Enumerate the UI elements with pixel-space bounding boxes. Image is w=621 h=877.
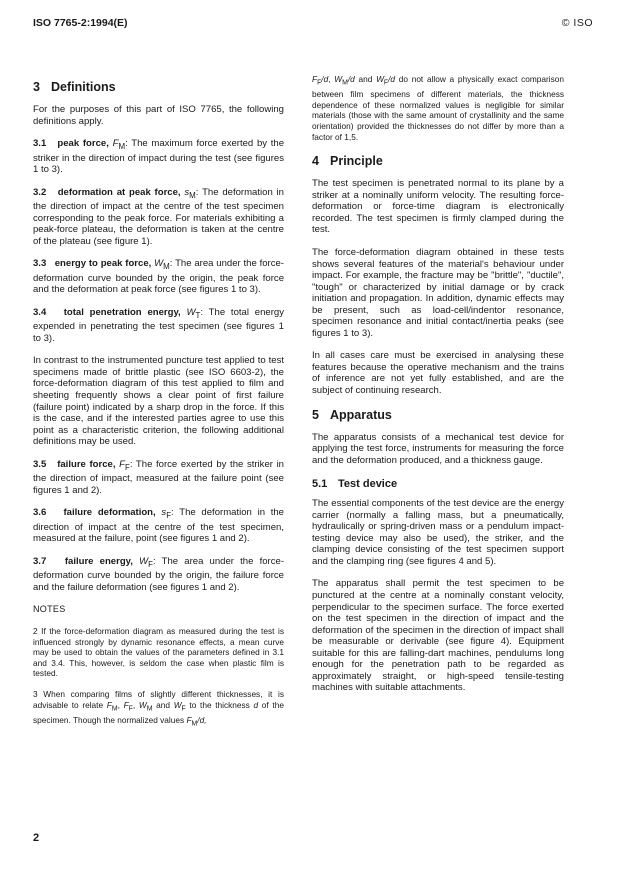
definition-3-1: 3.1 peak force, $F_M$: The maximum force exerted by the striker in the direction of impact during the test (see figures 1 to 3). (33, 138, 285, 176)
section-3-heading (33, 80, 284, 95)
page-number: 2 (33, 832, 40, 844)
note-3-continuation: $F_F/d$, $W_M/d$ and $W_F/d$ do not allow a physically exact comparison between film specimens of different materials, the thickness dependence of these normalized values is negligible for similar materials (those with the same amount of crystallinity and the same orientation) provided the thicknesses do not differ by more than a factor of 1,5. (312, 74, 564, 142)
note-2: 2 If the force-deformation diagram as measured during the test is influenced strongly by dynamic resonance effects, a mean curve may be used to obtain the values of the parameters defined in 3.1 and 3.4. This, however, is seldom the case when plastic film is tested. (33, 625, 284, 679)
principle-paragraph-2: The force-deformation diagram obtained in these tests shows several features of the material's behaviour under impact. For example, the fracture may be "brittle", "ductile", "tough" or characterized by initial damage or by crack initiation and propagation. In addition, dynamic effects may be present, such as load-cell/indentor resonance, specimen resonance and initial contact/inertia peaks (see figures 1 to 3). (312, 246, 564, 339)
definition-3-3: 3.3 energy to peak force, $W_M$: The area under the force-deformation curve bounded by the origin, the peak force and the deformation at peak force (see figures 1 to 3). (33, 258, 284, 296)
section-title: Definitions (51, 80, 116, 94)
definition-3-6: 3.6 failure deformation, $s_F$: The deformation in the direction of impact at the centre of the test specimen, measured at the failure, point (see figures 1 and 2). (33, 507, 284, 545)
left-column (33, 80, 284, 740)
definition-3-2: 3.2 deformation at peak force, $s_M$: The deformation in the direction of impact at the centre of the test specimen corresponding to the peak force. For materials exhibiting a peak-force plateau, the deformation is taken at the centre of the plateau (see figure 1). (33, 186, 284, 247)
definition-3-4: 3.4 total penetration energy, $W_T$: The total energy expended in penetrating the test specimen (see figures 1 to 3). (33, 306, 284, 344)
right-column (312, 74, 564, 705)
copyright-mark: © ISO (561, 17, 593, 29)
document-id: ISO 7765-2:1994(E) (33, 17, 128, 29)
test-device-paragraph-2: The apparatus shall permit the test specimen to be punctured at the centre at a nominally constant velocity, perpendicular to the specimen surface. The force exerted on the test specimen in the direction of impact and the deformation of the specimen in the direction of impact shall be measurable or derivable (see figure 4). Equipment suitable for this are falling-dart machines, pendulums long enough for the penetration path to be regarded as approximately straight, or high-speed tensile-testing machines with suitable attachments. (312, 578, 564, 694)
test-device-paragraph-1: The essential components of the test device are the energy carrier (normally a falling mass, but a pneumatically, hydraulically or spring-driven mass or a pendulum impact-testing device may also be used), the striker, and the clamping device consisting of the test specimen support and the clamping ring (see figures 4 and 5). (312, 498, 564, 567)
section-title: Test device (338, 478, 398, 491)
contrast-paragraph: In contrast to the instrumented puncture test applied to test specimens made of brittle plastic (see ISO 6603-2), the force-deformation diagram of this test applied to film and sheeting frequently shows a clear point of first failure (failure point) indicated by a sharp drop in the force. If this is the case, and if the interested parties agree to use this point as a characteristic criterion, the following additional definitions may be used. (33, 355, 284, 448)
principle-paragraph-3: In all cases care must be exercised in analysing these features because the operative mechanism and the trains of inference are not yet fully established, and are the subject of continuing research. (312, 350, 564, 396)
section-title: Apparatus (330, 407, 392, 422)
section-title: Principle (330, 154, 383, 169)
section-number: 4 (312, 154, 319, 169)
section-number: 3 (33, 80, 40, 94)
section-number: 5.1 (312, 478, 328, 491)
definition-3-7: 3.7 failure energy, $W_F$: The area under the force-deformation curve bounded by the origin, the failure force and the failure deformation (see figures 1 and 2). (33, 555, 285, 593)
section-5-1-heading (312, 477, 564, 491)
section-4-heading (312, 154, 564, 169)
section-5-heading (312, 408, 564, 423)
section-number: 5 (312, 407, 319, 422)
note-3: 3 When comparing films of slightly different thicknesses, it is advisable to relate $F_M$, $F_F$, $W_M$ and $W_F$ to the thickness d of the specimen. Though the normalized values $F_M/d$, (33, 688, 284, 728)
definitions-intro: For the purposes of this part of ISO 7765, the following definitions apply. (33, 104, 284, 127)
definition-3-5: 3.5 failure force, $F_F$: The force exerted by the striker in the direction of impact, measured at the failure point (see figures 1 and 2). (33, 458, 284, 496)
notes-heading: NOTES (33, 604, 66, 615)
principle-paragraph-1: The test specimen is penetrated normal to its plane by a striker at a nominally uniform velocity. The resulting force-deformation or force-time diagram is electronically recorded. The test specimen is firmly clamped during the test. (312, 178, 564, 236)
apparatus-paragraph: The apparatus consists of a mechanical test device for applying the test force, instruments for measuring the force and the deformation produced, and a thickness gauge. (312, 431, 564, 466)
